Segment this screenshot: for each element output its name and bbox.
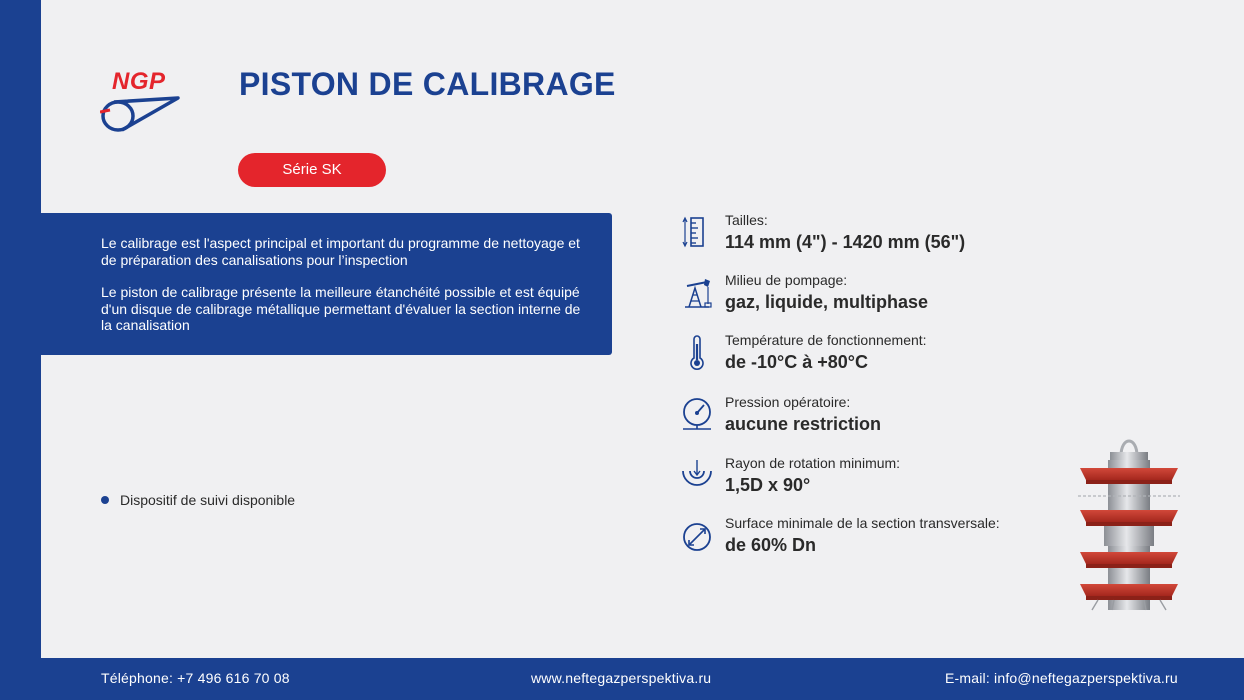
spec-label: Milieu de pompage: xyxy=(725,272,848,288)
spec-label: Rayon de rotation minimum: xyxy=(725,455,901,471)
description-paragraph-2: Le piston de calibrage présente la meilleure étanchéité possible et est équipé d'un disque de calibrage métallique permettant d'évaluer la section interne de la canalisation xyxy=(101,284,581,333)
spec-value: de -10°C à +80°C xyxy=(725,352,868,372)
spec-label: Pression opératoire: xyxy=(725,394,851,410)
spec-sizes xyxy=(681,212,1061,258)
tracker-note-text: Dispositif de suivi disponible xyxy=(120,492,296,508)
spec-value: 1,5D x 90° xyxy=(725,475,811,495)
spec-temperature xyxy=(681,332,1061,378)
tracker-note xyxy=(101,492,295,508)
logo-text: NGP xyxy=(112,68,166,95)
ngp-logo xyxy=(100,68,182,134)
spec-label: Tailles: xyxy=(725,212,768,228)
spec-label: Surface minimale de la section transversale: xyxy=(725,515,1000,531)
spec-label: Température de fonctionnement: xyxy=(725,332,927,348)
pump-jack-icon xyxy=(681,274,713,310)
footer-website[interactable]: www.neftegazperspektiva.ru xyxy=(531,670,712,686)
footer-bar xyxy=(0,658,1244,700)
series-badge: Série SK xyxy=(238,153,386,187)
spec-bend-radius xyxy=(681,455,1061,501)
footer-phone: Téléphone: +7 496 616 70 08 xyxy=(101,670,290,686)
calibration-pig-illustration xyxy=(1074,434,1184,614)
thermometer-icon xyxy=(681,334,713,370)
left-brand-strip xyxy=(0,0,41,700)
bullet-icon xyxy=(101,496,109,504)
ruler-icon xyxy=(681,214,713,250)
spec-value: 114 mm (4") - 1420 mm (56") xyxy=(725,232,966,252)
diameter-icon xyxy=(681,517,713,553)
description-panel xyxy=(41,213,612,355)
pipe-logo-icon xyxy=(100,68,182,134)
spec-value: de 60% Dn xyxy=(725,535,817,555)
spec-pressure xyxy=(681,394,1061,440)
bend-radius-icon xyxy=(681,457,713,493)
spec-value: gaz, liquide, multiphase xyxy=(725,292,929,312)
page-title: PISTON DE CALIBRAGE xyxy=(239,66,616,102)
spec-value: aucune restriction xyxy=(725,414,882,434)
pressure-gauge-icon xyxy=(681,396,713,432)
spec-medium xyxy=(681,272,1061,318)
spec-cross-section xyxy=(681,515,1061,561)
footer-email[interactable]: E-mail: info@neftegazperspektiva.ru xyxy=(945,670,1178,686)
description-paragraph-1: Le calibrage est l'aspect principal et important du programme de nettoyage et de préparation des canalisations pour l’inspection xyxy=(101,235,580,268)
